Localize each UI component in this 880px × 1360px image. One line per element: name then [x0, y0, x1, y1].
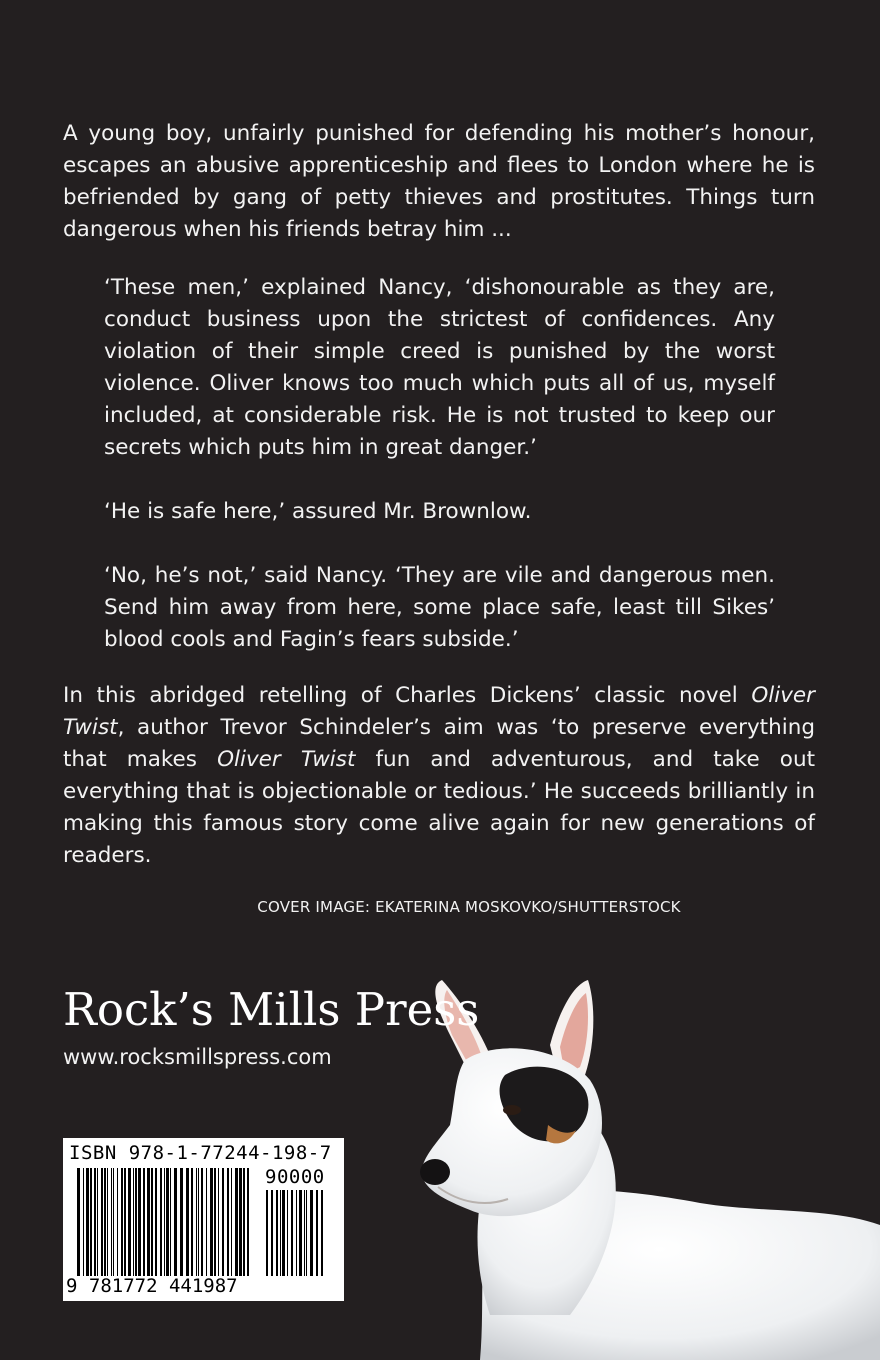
barcode-bar: [276, 1190, 278, 1276]
isbn-label: ISBN 978-1-77244-198-7: [69, 1142, 332, 1164]
barcode-bar: [218, 1168, 219, 1276]
barcode-bar: [133, 1168, 134, 1276]
book-title-italic-1: Oliver Twist: [63, 683, 815, 740]
isbn-barcode: [63, 1138, 344, 1301]
barcode-bar: [101, 1168, 103, 1276]
barcode-bar: [107, 1168, 108, 1276]
ean-barcode-bars: [77, 1168, 253, 1276]
barcode-bar: [271, 1190, 273, 1276]
barcode-bar: [321, 1190, 323, 1276]
barcode-bar: [128, 1168, 131, 1276]
barcode-bar: [117, 1168, 118, 1276]
barcode-bar: [111, 1168, 112, 1276]
barcode-bar: [124, 1168, 126, 1276]
barcode-bar: [287, 1190, 288, 1276]
intro-paragraph: A young boy, unfairly punished for defending his mother’s honour, escapes an abusive apprenticeship and flees to London where he is befriended by gang of petty thieves and prostitutes. Things turn dangerous when his friends betray him ...: [63, 121, 815, 242]
closing-text-2: , author Trevor Schindeler’s aim was ‘to preserve everything that makes: [63, 715, 815, 772]
barcode-bar: [222, 1168, 224, 1276]
barcode-bar: [94, 1168, 96, 1276]
barcode-bar: [214, 1168, 216, 1276]
barcode-bar: [280, 1190, 281, 1276]
addon-barcode-bars: [266, 1190, 328, 1276]
cover-image-credit: COVER IMAGE: EKATERINA MOSKOVKO/SHUTTERSTOCK: [257, 898, 681, 916]
barcode-bar: [243, 1168, 245, 1276]
ean-digits: 9 781772 441987: [66, 1275, 238, 1297]
publisher-website: www.rocksmillspress.com: [63, 1045, 332, 1069]
barcode-bar: [186, 1168, 189, 1276]
barcode-bar: [83, 1168, 84, 1276]
barcode-bar: [306, 1190, 307, 1276]
barcode-bar: [201, 1168, 203, 1276]
barcode-bar: [164, 1168, 165, 1276]
excerpt-paragraph-1: ‘These men,’ explained Nancy, ‘dishonourable as they are, conduct business upon the strictest of confidences. Any violation of their simple creed is punished by the worst violence. Oliver knows too much which puts all of us, myself included, at considerable risk. He is not trusted to keep our secrets which puts him in great danger.’: [104, 275, 775, 460]
barcode-bar: [155, 1168, 157, 1276]
barcode-bar: [143, 1168, 145, 1276]
barcode-bar: [291, 1190, 293, 1276]
barcode-bar: [121, 1168, 123, 1276]
barcode-bar: [299, 1190, 302, 1276]
barcode-bar: [151, 1168, 153, 1276]
barcode-bar: [247, 1168, 249, 1276]
excerpt-paragraph-2: ‘He is safe here,’ assured Mr. Brownlow.: [104, 499, 532, 524]
barcode-bar: [198, 1168, 199, 1276]
barcode-bar: [239, 1168, 242, 1276]
barcode-bar: [304, 1190, 305, 1276]
closing-text-1: In this abridged retelling of Charles Dickens’ classic novel: [63, 683, 752, 708]
barcode-bar: [104, 1168, 106, 1276]
barcode-bar: [316, 1190, 318, 1276]
publisher-name: Rock’s Mills Press: [63, 983, 480, 1036]
closing-paragraph: [63, 680, 815, 872]
barcode-bar: [86, 1168, 89, 1276]
back-cover-blurb: [63, 118, 815, 916]
barcode-bar: [135, 1168, 137, 1276]
barcode-bar: [282, 1190, 285, 1276]
barcode-bar: [166, 1168, 169, 1276]
barcode-bar: [235, 1168, 238, 1276]
barcode-bar: [77, 1168, 80, 1276]
price-code: 90000: [265, 1166, 325, 1188]
barcode-bar: [90, 1168, 92, 1276]
excerpt-block: [104, 272, 775, 656]
barcode-bar: [97, 1168, 98, 1276]
barcode-bar: [160, 1168, 162, 1276]
barcode-bar: [296, 1190, 297, 1276]
barcode-bar: [206, 1168, 207, 1276]
barcode-bar: [210, 1168, 213, 1276]
barcode-bar: [113, 1168, 114, 1276]
book-title-italic-2: Oliver Twist: [217, 747, 356, 772]
excerpt-paragraph-3: ‘No, he’s not,’ said Nancy. ‘They are vile and dangerous men. Send him away from here, some place safe, least till Sikes’ blood cools and Fagin’s fears subside.’: [104, 563, 775, 652]
barcode-bar: [191, 1168, 193, 1276]
barcode-bar: [147, 1168, 150, 1276]
closing-text-3: fun and adventurous, and take out everything that is objectionable or tedious.’ He succeeds brilliantly in making this famous story come alive again for new generations of readers.: [63, 747, 816, 868]
barcode-bar: [170, 1168, 171, 1276]
barcode-bar: [180, 1168, 183, 1276]
barcode-bar: [266, 1190, 268, 1276]
barcode-bar: [174, 1168, 177, 1276]
barcode-bar: [138, 1168, 141, 1276]
barcode-bar: [227, 1168, 229, 1276]
barcode-bar: [231, 1168, 232, 1276]
barcode-bar: [196, 1168, 197, 1276]
barcode-bar: [310, 1190, 313, 1276]
